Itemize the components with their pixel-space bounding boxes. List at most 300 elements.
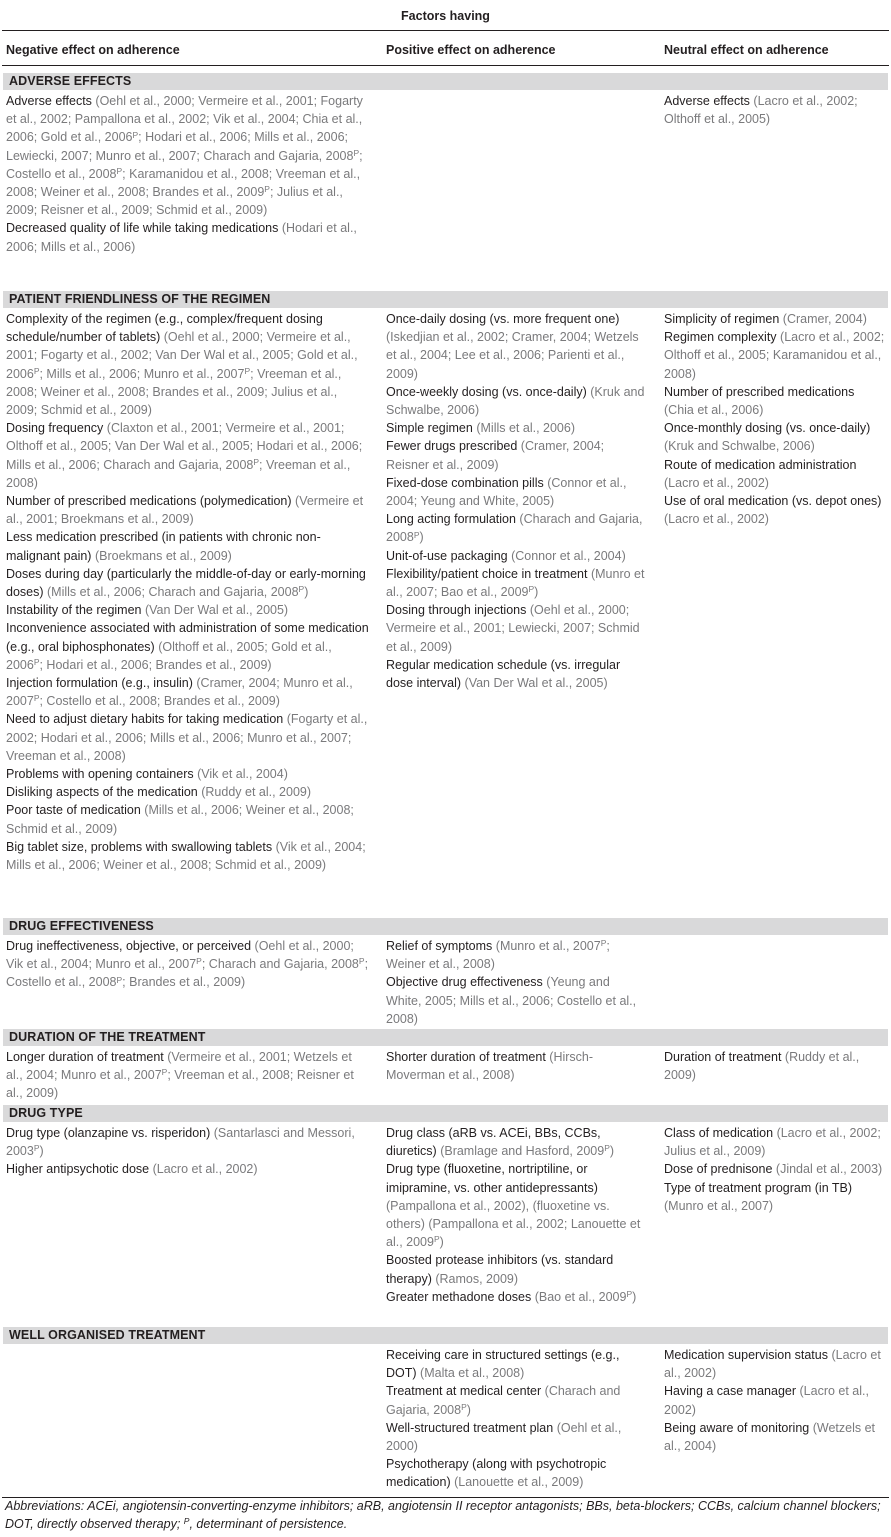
factor-text: Big tablet size, problems with swallowing tablets bbox=[6, 839, 276, 854]
citation-segment: Munro et al., 2007) bbox=[668, 1198, 774, 1213]
factor-text: Unit-of-use packaging bbox=[386, 548, 512, 563]
section-body bbox=[0, 1344, 891, 1497]
factor-entry bbox=[6, 937, 370, 992]
citation-segment: Chia et al., 2006) bbox=[668, 403, 764, 418]
factor-entry bbox=[6, 419, 370, 492]
factor-text: Number of prescribed medications (polymedication) bbox=[6, 494, 296, 509]
citation-text bbox=[201, 767, 288, 781]
citation-segment: Mills et al., 2006) bbox=[480, 421, 575, 436]
factor-text: Longer duration of treatment bbox=[6, 1050, 168, 1064]
factor-entry bbox=[6, 1160, 370, 1178]
citation-text bbox=[787, 312, 867, 326]
citation-open-paren: ( bbox=[275, 839, 280, 854]
factor-entry bbox=[664, 1346, 886, 1382]
factor-text: Well-structured treatment plan bbox=[386, 1420, 557, 1435]
citation-open-paren: ( bbox=[476, 421, 481, 436]
factor-text: Medication supervision status bbox=[664, 1348, 832, 1362]
factor-text: Type of treatment program (in TB) bbox=[664, 1180, 853, 1195]
citation-text bbox=[149, 603, 288, 617]
citation-open-paren: ( bbox=[95, 94, 100, 108]
factor-text: Simplicity of regimen bbox=[664, 312, 783, 326]
factor-entry bbox=[386, 1048, 646, 1084]
citation-segment: ; Vreeman et al., 2008; Weiner et al., 2008; Brandes et al., 2009; Julius et al., 2009; Schmid et al., 2009) bbox=[6, 366, 342, 418]
citation-segment: Broekmans et al., 2009) bbox=[99, 548, 232, 563]
persistence-marker: P bbox=[528, 584, 535, 595]
factor-entry bbox=[386, 547, 646, 565]
factor-entry bbox=[664, 328, 886, 383]
cell-negative bbox=[6, 310, 370, 874]
citation-open-paren: ( bbox=[519, 512, 524, 527]
factor-text: Receiving care in structured settings (e.g., DOT) bbox=[386, 1348, 620, 1381]
citation-open-paren: ( bbox=[511, 548, 516, 563]
table-body bbox=[0, 73, 891, 1497]
factor-entry bbox=[6, 710, 370, 765]
factor-text: Duration of treatment bbox=[664, 1050, 785, 1064]
citation-segment: Kruk and Schwalbe, 2006) bbox=[386, 384, 645, 418]
section-heading: ADVERSE EFFECTS bbox=[3, 73, 888, 90]
factor-text: Use of oral medication (vs. depot ones) bbox=[664, 494, 882, 509]
factor-entry bbox=[386, 1419, 646, 1455]
section-heading: DRUG EFFECTIVENESS bbox=[3, 918, 888, 935]
section-heading: PATIENT FRIENDLINESS OF THE REGIMEN bbox=[3, 291, 888, 308]
factor-entry bbox=[386, 383, 646, 419]
factor-text: Drug type (fluoxetine, nortriptiline, or imipramine, vs. other antidepressants) bbox=[386, 1162, 598, 1195]
citation-segment: Oehl et al., 2000; Vik et al., 2004; Munro et al., 2007 bbox=[6, 939, 354, 972]
factor-entry bbox=[6, 783, 370, 801]
citation-open-paren: ( bbox=[799, 1384, 804, 1399]
factor-entry bbox=[664, 1382, 886, 1418]
persistence-marker: P bbox=[353, 147, 360, 158]
citation-segment: ; Costello et al., 2008 bbox=[6, 957, 369, 990]
factor-entry bbox=[386, 937, 646, 973]
citation-segment: Charach and Gajaria, 2008 bbox=[386, 512, 643, 545]
factor-entry bbox=[386, 656, 646, 692]
persistence-marker: P bbox=[253, 456, 260, 467]
citation-segment: ) bbox=[304, 585, 309, 600]
citation-open-paren: ( bbox=[163, 330, 168, 345]
cell-positive bbox=[386, 1048, 646, 1084]
factor-text: Inconvenience associated with administration of some medication (e.g., oral biphosphonates) bbox=[6, 621, 369, 654]
cell-positive bbox=[386, 937, 646, 1028]
citation-open-paren: ( bbox=[47, 585, 52, 600]
factor-text: Disliking aspects of the medication bbox=[6, 785, 202, 800]
table-footnote bbox=[5, 1497, 885, 1533]
factor-text: Psychotherapy (along with psychotropic medication) bbox=[386, 1457, 607, 1490]
citation-segment: Lacro et al., 2002) bbox=[668, 512, 769, 527]
citation-segment: Claxton et al., 2001; Vermeire et al., 2001; Olthoff et al., 2005; Van Der Wal et al., 2005; Hodari et al., 2006; Mills et al., 2006; Charach and Gajaria, 2008 bbox=[6, 421, 363, 472]
factor-text: Simple regimen bbox=[386, 421, 477, 436]
column-headers bbox=[0, 31, 891, 65]
citation-open-paren: ( bbox=[286, 712, 291, 727]
persistence-marker: P bbox=[33, 1143, 40, 1154]
persistence-marker: P bbox=[358, 956, 365, 967]
citation-open-paren: ( bbox=[144, 803, 149, 818]
citation-open-paren: ( bbox=[549, 1050, 554, 1064]
persistence-marker: P bbox=[132, 129, 139, 140]
factor-entry bbox=[6, 1124, 370, 1160]
factor-entry bbox=[386, 601, 646, 656]
citation-segment: Van Der Wal et al., 2005) bbox=[149, 603, 289, 618]
citation-open-paren: ( bbox=[106, 421, 111, 436]
factor-text: Once-monthly dosing (vs. once-daily) bbox=[664, 421, 871, 436]
factor-text: Long acting formulation bbox=[386, 512, 520, 527]
citation-segment: Vik et al., 2004) bbox=[201, 767, 288, 782]
factor-entry bbox=[664, 1419, 886, 1455]
citation-segment: Santarlasci and Messori, 2003 bbox=[6, 1126, 355, 1159]
citation-open-paren: ( bbox=[664, 1198, 669, 1213]
citation-open-paren: ( bbox=[386, 1198, 391, 1213]
citation-segment: Ruddy et al., 2009) bbox=[205, 785, 312, 800]
factor-text: Having a case manager bbox=[664, 1384, 800, 1399]
factor-text: Route of medication administration bbox=[664, 457, 857, 472]
citation-segment: Cramer, 2004; Reisner et al., 2009) bbox=[386, 439, 605, 472]
factor-text: Regular medication schedule (vs. irregular dose interval) bbox=[386, 657, 621, 691]
factor-entry bbox=[386, 437, 646, 473]
citation-segment: ; Hodari et al., 2006; Brandes et al., 2009) bbox=[39, 657, 272, 672]
citation-segment: ; Vreeman et al., 2008) bbox=[6, 457, 351, 490]
citation-segment: Olthoff et al., 2005; Gold et al., 2006 bbox=[6, 639, 332, 672]
column-header-positive: Positive effect on adherence bbox=[386, 43, 556, 57]
factor-entry bbox=[386, 565, 646, 601]
citation-segment: Lacro et al., 2002) bbox=[668, 475, 769, 490]
table-section bbox=[0, 1029, 891, 1105]
factor-text: Adverse effects bbox=[6, 94, 96, 108]
factor-entry bbox=[664, 1179, 886, 1215]
footnote-superscript: P bbox=[183, 1516, 190, 1527]
citation-segment: Cramer, 2004; Munro et al., 2007 bbox=[6, 676, 353, 709]
column-header-negative: Negative effect on adherence bbox=[6, 43, 180, 57]
table-section bbox=[0, 918, 891, 1029]
persistence-marker: P bbox=[196, 956, 202, 967]
cell-negative bbox=[6, 1124, 370, 1179]
citation-open-paren: ( bbox=[664, 475, 669, 490]
factor-entry bbox=[386, 510, 646, 546]
table-supheader: Factors having bbox=[401, 9, 490, 23]
citation-segment: Cramer, 2004) bbox=[786, 312, 867, 326]
cell-negative bbox=[6, 1048, 370, 1103]
citation-open-paren: ( bbox=[197, 767, 202, 782]
factor-entry bbox=[386, 1382, 646, 1418]
citation-text bbox=[444, 1144, 614, 1158]
citation-text bbox=[386, 1199, 640, 1249]
citation-segment: Ramos, 2009) bbox=[439, 1271, 519, 1286]
citation-open-paren: ( bbox=[547, 475, 552, 490]
factor-entry bbox=[664, 492, 886, 528]
persistence-marker: P bbox=[298, 584, 305, 595]
factor-text: Treatment at medical center bbox=[386, 1384, 545, 1399]
persistence-marker: P bbox=[604, 1143, 610, 1154]
citation-segment: ; Brandes et al., 2009) bbox=[122, 975, 246, 990]
factor-entry bbox=[664, 456, 886, 492]
section-body bbox=[0, 1122, 891, 1327]
persistence-marker: P bbox=[33, 657, 40, 668]
citation-segment: Connor et al., 2004) bbox=[515, 548, 626, 563]
citation-segment: Lacro et al., 2002) bbox=[664, 1348, 881, 1381]
citation-open-paren: ( bbox=[775, 1162, 781, 1177]
citation-text bbox=[469, 676, 608, 690]
factor-entry bbox=[6, 528, 370, 564]
citation-open-paren: ( bbox=[167, 1050, 172, 1064]
citation-open-paren: ( bbox=[544, 1384, 549, 1399]
citation-text bbox=[668, 476, 769, 490]
factor-entry bbox=[6, 492, 370, 528]
citation-segment: Mills et al., 2006; Charach and Gajaria, 2008 bbox=[51, 585, 299, 600]
factor-text: Adverse effects bbox=[664, 94, 754, 108]
citation-text bbox=[668, 1199, 773, 1213]
factor-text: Relief of symptoms bbox=[386, 939, 496, 953]
citation-open-paren: ( bbox=[784, 1050, 790, 1064]
citation-open-paren: ( bbox=[812, 1420, 817, 1435]
section-body bbox=[0, 308, 891, 918]
citation-text bbox=[668, 512, 769, 526]
citation-open-paren: ( bbox=[590, 566, 596, 581]
citation-segment: Munro et al., 2007 bbox=[499, 939, 601, 953]
citation-open-paren: ( bbox=[534, 1289, 539, 1304]
factor-entry bbox=[664, 1160, 886, 1178]
citation-open-paren: ( bbox=[590, 384, 595, 399]
cell-neutral bbox=[664, 92, 886, 128]
citation-text bbox=[481, 421, 575, 435]
citation-segment: ; Charach and Gajaria, 2008 bbox=[201, 957, 359, 972]
citation-segment: ; Mills et al., 2006; Munro et al., 2007 bbox=[39, 366, 245, 381]
citation-open-paren: ( bbox=[464, 676, 469, 691]
factor-entry bbox=[6, 565, 370, 601]
citation-segment: ; Costello et al., 2008; Brandes et al., 2009) bbox=[39, 694, 280, 709]
factor-text: Objective drug effectiveness bbox=[386, 975, 547, 990]
persistence-marker: P bbox=[244, 365, 251, 376]
citation-segment: Hirsch-Moverman et al., 2008) bbox=[386, 1050, 594, 1083]
cell-neutral bbox=[664, 1346, 886, 1455]
citation-open-paren: ( bbox=[753, 94, 758, 108]
citation-open-paren: ( bbox=[295, 494, 300, 509]
citation-segment: ) bbox=[609, 1144, 615, 1159]
citation-segment: ; Karamanidou et al., 2008; Vreeman et al., 2008; Weiner et al., 2008; Brandes et al., 2009 bbox=[6, 166, 361, 200]
citation-open-paren: ( bbox=[546, 975, 551, 990]
citation-segment: Bramlage and Hasford, 2009 bbox=[444, 1144, 605, 1159]
citation-segment: ) bbox=[632, 1289, 637, 1304]
factor-text: Instability of the regimen bbox=[6, 603, 145, 618]
factor-entry bbox=[664, 1124, 886, 1160]
cell-negative bbox=[6, 92, 370, 256]
citation-open-paren: ( bbox=[556, 1420, 561, 1435]
factor-entry bbox=[386, 310, 646, 383]
footnote-tail: , determinant of persistence. bbox=[189, 1517, 348, 1532]
citation-open-paren: ( bbox=[158, 639, 163, 654]
factor-entry bbox=[6, 619, 370, 674]
citation-open-paren: ( bbox=[495, 939, 500, 953]
citation-segment: Munro et al., 2007; Bao et al., 2009 bbox=[386, 566, 645, 600]
citation-text bbox=[458, 1475, 583, 1489]
citation-segment: Oehl et al., 2000; Vermeire et al., 2001; Fogarty et al., 2002; Pampallona et al., 2002; Vik et al., 2004; Chia et al., 2006; Gold et al., 2006 bbox=[6, 94, 363, 145]
factor-text: Injection formulation (e.g., insulin) bbox=[6, 676, 197, 691]
factor-text: Number of prescribed medications bbox=[664, 384, 855, 399]
citation-segment: Lacro et al., 2002; Olthoff et al., 2005; Karamanidou et al., 2008) bbox=[664, 330, 885, 381]
table-section bbox=[0, 291, 891, 918]
citation-text bbox=[6, 94, 363, 217]
factor-text: Regimen complexity bbox=[664, 330, 781, 345]
citation-text bbox=[157, 1162, 258, 1176]
citation-segment: Bao et al., 2009 bbox=[538, 1289, 627, 1304]
factor-text: Drug type (olanzapine vs. risperidon) bbox=[6, 1126, 214, 1140]
citation-text bbox=[424, 1366, 524, 1380]
section-heading: WELL ORGANISED TREATMENT bbox=[3, 1327, 888, 1344]
factor-text: Fixed-dose combination pills bbox=[386, 475, 548, 490]
factor-entry bbox=[386, 1288, 646, 1306]
factor-text: Dosing frequency bbox=[6, 421, 107, 436]
section-heading: DRUG TYPE bbox=[3, 1105, 888, 1122]
citation-segment: ; Vreeman et al., 2008; Reisner et al., 2009) bbox=[6, 1068, 354, 1101]
cell-neutral bbox=[664, 310, 886, 528]
cell-positive bbox=[386, 310, 646, 692]
citation-segment: Lacro et al., 2002) bbox=[664, 1384, 869, 1417]
citation-open-paren: ( bbox=[94, 548, 100, 563]
factor-entry bbox=[664, 1048, 886, 1084]
persistence-marker: P bbox=[433, 1234, 440, 1245]
persistence-marker: P bbox=[461, 1401, 467, 1412]
citation-segment: Vermeire et al., 2001; Broekmans et al., 2009) bbox=[6, 494, 364, 527]
cell-positive bbox=[386, 1346, 646, 1492]
citation-text bbox=[99, 549, 232, 563]
citation-open-paren: ( bbox=[529, 603, 535, 618]
factor-text: Complexity of the regimen (e.g., complex/frequent dosing schedule/number of tablets) bbox=[6, 312, 323, 345]
factor-entry bbox=[6, 92, 370, 219]
persistence-marker: P bbox=[413, 529, 420, 540]
factor-text: Dosing through injections bbox=[386, 603, 530, 618]
citation-segment: Pampallona et al., 2002), (fluoxetine vs. others) (Pampallona et al., 2002; Lanouette et al., 2009 bbox=[386, 1198, 641, 1250]
persistence-marker: P bbox=[33, 365, 40, 376]
citation-open-paren: ( bbox=[776, 1126, 781, 1140]
factor-entry bbox=[6, 1048, 370, 1103]
citation-segment: Iskedjian et al., 2002; Cramer, 2004; Wetzels et al., 2004; Lee et al., 2006; Parienti et al., 2009) bbox=[386, 330, 639, 381]
citation-segment: Oehl et al., 2000; Vermeire et al., 2001; Lewiecki, 2007; Schmid et al., 2009) bbox=[386, 603, 640, 654]
factor-entry bbox=[664, 310, 886, 328]
section-heading: DURATION OF THE TREATMENT bbox=[3, 1029, 888, 1046]
factor-entry bbox=[6, 838, 370, 874]
citation-segment: Ruddy et al., 2009) bbox=[664, 1050, 860, 1083]
citation-text bbox=[668, 439, 815, 453]
citation-segment: Vik et al., 2004; Mills et al., 2006; Weiner et al., 2008; Schmid et al., 2009) bbox=[6, 839, 366, 873]
factor-entry bbox=[386, 973, 646, 1028]
citation-open-paren: ( bbox=[782, 312, 787, 326]
citation-open-paren: ( bbox=[664, 403, 669, 418]
citation-segment: Lacro et al., 2002; Olthoff et al., 2005) bbox=[664, 94, 858, 127]
citation-open-paren: ( bbox=[152, 1162, 157, 1177]
factor-entry bbox=[6, 674, 370, 710]
citation-open-paren: ( bbox=[520, 439, 525, 454]
citation-open-paren: ( bbox=[664, 512, 669, 527]
factor-text: Doses during day (particularly the middle-of-day or early-morning doses) bbox=[6, 566, 366, 600]
citation-open-paren: ( bbox=[780, 330, 785, 345]
persistence-marker: P bbox=[600, 938, 607, 949]
citation-segment: ) bbox=[534, 585, 539, 600]
citation-segment: ) bbox=[39, 1144, 44, 1159]
factor-text: Being aware of monitoring bbox=[664, 1420, 813, 1435]
citation-open-paren: ( bbox=[664, 439, 669, 454]
citation-segment: Van Der Wal et al., 2005) bbox=[468, 676, 608, 691]
factor-entry bbox=[386, 419, 646, 437]
persistence-marker: P bbox=[116, 166, 123, 176]
citation-segment: ; Costello et al., 2008 bbox=[6, 148, 363, 181]
factor-text: Once-weekly dosing (vs. once-daily) bbox=[386, 384, 591, 399]
factor-text: Class of medication bbox=[664, 1126, 777, 1140]
cell-positive bbox=[386, 1124, 646, 1306]
citation-open-paren: ( bbox=[440, 1144, 445, 1159]
factor-text: Problems with opening containers bbox=[6, 767, 198, 782]
factor-entry bbox=[386, 1455, 646, 1491]
citation-segment: Oehl et al., 2000) bbox=[386, 1420, 622, 1454]
factor-text: Greater methadone doses bbox=[386, 1289, 535, 1304]
table-section bbox=[0, 1105, 891, 1327]
persistence-marker: P bbox=[33, 693, 40, 704]
factor-text: Decreased quality of life while taking medications bbox=[6, 221, 282, 236]
citation-open-paren: ( bbox=[254, 939, 259, 953]
footnote-text: Abbreviations: ACEi, angiotensin-converting-enzyme inhibitors; aRB, angiotensin II receptor antagonists; BBs, beta-blockers; CCBs, calcium channel blockers; DOT, directly observed therapy; bbox=[5, 1499, 881, 1532]
factor-text: Need to adjust dietary habits for taking medication bbox=[6, 712, 287, 727]
citation-segment: Vermeire et al., 2001; Wetzels et al., 2004; Munro et al., 2007 bbox=[6, 1050, 352, 1083]
citation-text bbox=[539, 1290, 636, 1304]
citation-segment: ; Weiner et al., 2008) bbox=[386, 939, 610, 972]
citation-segment: ; Hodari et al., 2006; Mills et al., 2006; Lewiecki, 2007; Munro et al., 2007; Charach and Gajaria, 2008 bbox=[6, 130, 354, 163]
citation-segment: Kruk and Schwalbe, 2006) bbox=[668, 439, 815, 454]
section-body bbox=[0, 935, 891, 1029]
factor-text: Drug class (aRB vs. ACEi, BBs, CCBs, diuretics) bbox=[386, 1126, 601, 1159]
persistence-marker: P bbox=[161, 1067, 168, 1078]
factor-text: Higher antipsychotic dose bbox=[6, 1162, 153, 1177]
citation-text bbox=[440, 1272, 519, 1286]
citation-segment: Jindal et al., 2003) bbox=[780, 1162, 883, 1177]
citation-segment: Connor et al., 2004; Yeung and White, 2005) bbox=[386, 475, 627, 509]
cell-negative bbox=[6, 937, 370, 992]
citation-open-paren: ( bbox=[196, 676, 201, 691]
citation-open-paren: ( bbox=[386, 330, 391, 345]
citation-segment: Wetzels et al., 2004) bbox=[664, 1420, 875, 1454]
factor-entry bbox=[6, 765, 370, 783]
citation-segment: ) bbox=[466, 1402, 471, 1417]
factor-text: Flexibility/patient choice in treatment bbox=[386, 566, 591, 581]
factor-text: Poor taste of medication bbox=[6, 803, 145, 818]
citation-text bbox=[386, 330, 639, 380]
column-header-neutral: Neutral effect on adherence bbox=[664, 43, 829, 57]
citation-segment: Oehl et al., 2000; Vermeire et al., 2001; Fogarty et al., 2002; Van Der Wal et al., 2005; Gold et al., 2006 bbox=[6, 330, 358, 381]
citation-open-paren: ( bbox=[454, 1475, 459, 1490]
factor-entry bbox=[664, 383, 886, 419]
citation-segment: Lacro et al., 2002) bbox=[156, 1162, 258, 1177]
citation-text bbox=[780, 1162, 882, 1176]
citation-segment: Charach and Gajaria, 2008 bbox=[386, 1384, 621, 1417]
citation-open-paren: ( bbox=[144, 603, 150, 618]
factor-entry bbox=[386, 474, 646, 510]
citation-open-paren: ( bbox=[831, 1348, 836, 1362]
persistence-marker: P bbox=[116, 974, 123, 985]
factor-entry bbox=[386, 1124, 646, 1160]
citation-segment: Malta et al., 2008) bbox=[424, 1366, 525, 1381]
citation-segment: Lacro et al., 2002; Julius et al., 2009) bbox=[664, 1126, 881, 1159]
citation-text bbox=[51, 585, 308, 599]
factor-entry bbox=[664, 92, 886, 128]
citation-open-paren: ( bbox=[201, 785, 206, 800]
factor-entry bbox=[6, 601, 370, 619]
citation-text bbox=[515, 549, 626, 563]
factor-entry bbox=[6, 219, 370, 255]
citation-segment: ) bbox=[439, 1235, 444, 1250]
factor-entry bbox=[6, 801, 370, 837]
citation-segment: Fogarty et al., 2002; Hodari et al., 2006; Mills et al., 2006; Munro et al., 2007; Vreeman et al., 2008) bbox=[6, 712, 368, 763]
persistence-marker: P bbox=[264, 184, 270, 195]
section-body bbox=[0, 1046, 891, 1105]
cell-neutral bbox=[664, 1048, 886, 1084]
citation-open-paren: ( bbox=[420, 1366, 425, 1381]
citation-text bbox=[668, 403, 763, 417]
